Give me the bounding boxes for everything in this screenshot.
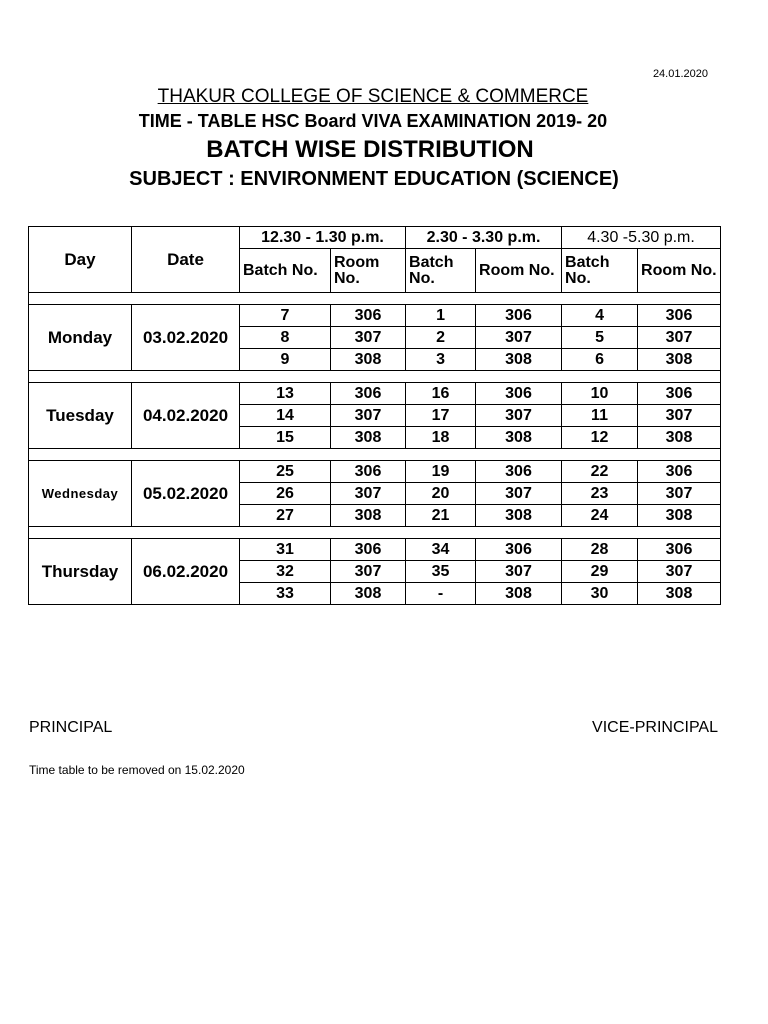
room-cell: 308 <box>476 427 562 449</box>
room-cell: 307 <box>476 561 562 583</box>
col-header-day: Day <box>29 227 132 293</box>
batch-cell: 22 <box>562 461 638 483</box>
day-cell: Monday <box>29 305 132 371</box>
batch-cell: 3 <box>406 349 476 371</box>
spacer-cell <box>29 449 721 461</box>
page-title: BATCH WISE DISTRIBUTION <box>206 136 534 163</box>
sub-header-room-3: Room No. <box>638 249 721 293</box>
sub-header-room-1: Room No. <box>331 249 406 293</box>
room-cell: 308 <box>638 427 721 449</box>
sub-header-batch-2: Batch No. <box>406 249 476 293</box>
batch-cell: 14 <box>240 405 331 427</box>
table-row <box>29 461 721 483</box>
batch-cell: 13 <box>240 383 331 405</box>
removal-note: Time table to be removed on 15.02.2020 <box>29 763 245 777</box>
room-cell: 307 <box>476 327 562 349</box>
spacer-cell <box>29 293 721 305</box>
college-name: THAKUR COLLEGE OF SCIENCE & COMMERCE <box>157 86 589 107</box>
col-header-date: Date <box>132 227 240 293</box>
batch-cell: 7 <box>240 305 331 327</box>
room-cell: 307 <box>638 483 721 505</box>
batch-cell: 27 <box>240 505 331 527</box>
document-date: 24.01.2020 <box>652 68 708 80</box>
sub-header-batch-3: Batch No. <box>562 249 638 293</box>
batch-cell: 28 <box>562 539 638 561</box>
room-cell: 308 <box>638 583 721 605</box>
table-row <box>29 383 721 405</box>
room-cell: 306 <box>331 461 406 483</box>
sub-header-batch-1: Batch No. <box>240 249 331 293</box>
batch-cell: 29 <box>562 561 638 583</box>
batch-cell: 21 <box>406 505 476 527</box>
day-cell: Tuesday <box>29 383 132 449</box>
day-cell: Wednesday <box>29 461 132 527</box>
batch-cell: 8 <box>240 327 331 349</box>
timetable <box>28 226 721 605</box>
slot-header-1: 12.30 - 1.30 p.m. <box>240 227 406 249</box>
room-cell: 307 <box>476 483 562 505</box>
batch-cell: 35 <box>406 561 476 583</box>
room-cell: 306 <box>638 383 721 405</box>
room-cell: 306 <box>476 383 562 405</box>
table-row <box>29 305 721 327</box>
room-cell: 306 <box>638 305 721 327</box>
room-cell: 307 <box>331 327 406 349</box>
day-cell: Thursday <box>29 539 132 605</box>
exam-title: TIME - TABLE HSC Board VIVA EXAMINATION 2019- 20 <box>138 111 608 131</box>
date-cell: 06.02.2020 <box>132 539 240 605</box>
batch-cell: 32 <box>240 561 331 583</box>
batch-cell: 10 <box>562 383 638 405</box>
room-cell: 308 <box>476 505 562 527</box>
room-cell: 308 <box>331 505 406 527</box>
room-cell: 308 <box>476 583 562 605</box>
batch-cell: 4 <box>562 305 638 327</box>
room-cell: 306 <box>331 539 406 561</box>
batch-cell: 9 <box>240 349 331 371</box>
batch-cell: 30 <box>562 583 638 605</box>
batch-cell: 23 <box>562 483 638 505</box>
room-cell: 308 <box>638 505 721 527</box>
spacer-row <box>29 449 721 461</box>
room-cell: 308 <box>331 583 406 605</box>
batch-cell: 34 <box>406 539 476 561</box>
batch-cell: 16 <box>406 383 476 405</box>
room-cell: 306 <box>638 461 721 483</box>
room-cell: 308 <box>638 349 721 371</box>
spacer-cell <box>29 371 721 383</box>
batch-cell: 18 <box>406 427 476 449</box>
room-cell: 308 <box>331 349 406 371</box>
batch-cell: 33 <box>240 583 331 605</box>
room-cell: 308 <box>476 349 562 371</box>
slot-header-3: 4.30 -5.30 p.m. <box>562 227 721 249</box>
batch-cell: 1 <box>406 305 476 327</box>
vice-principal-signature-label: VICE-PRINCIPAL <box>592 719 718 736</box>
batch-cell: 25 <box>240 461 331 483</box>
batch-cell: 15 <box>240 427 331 449</box>
spacer-row <box>29 371 721 383</box>
room-cell: 307 <box>331 561 406 583</box>
batch-cell: 6 <box>562 349 638 371</box>
principal-signature-label: PRINCIPAL <box>29 719 113 736</box>
batch-cell: 19 <box>406 461 476 483</box>
date-cell: 05.02.2020 <box>132 461 240 527</box>
header-row-slots <box>29 227 721 249</box>
batch-cell: 11 <box>562 405 638 427</box>
room-cell: 306 <box>638 539 721 561</box>
room-cell: 306 <box>476 539 562 561</box>
room-cell: 307 <box>476 405 562 427</box>
room-cell: 306 <box>476 461 562 483</box>
batch-cell: 5 <box>562 327 638 349</box>
date-cell: 03.02.2020 <box>132 305 240 371</box>
batch-cell: 20 <box>406 483 476 505</box>
room-cell: 306 <box>476 305 562 327</box>
room-cell: 307 <box>331 405 406 427</box>
spacer-row <box>29 527 721 539</box>
room-cell: 307 <box>638 327 721 349</box>
batch-cell: 12 <box>562 427 638 449</box>
batch-cell: 31 <box>240 539 331 561</box>
spacer-row <box>29 293 721 305</box>
slot-header-2: 2.30 - 3.30 p.m. <box>406 227 562 249</box>
batch-cell: - <box>406 583 476 605</box>
batch-cell: 2 <box>406 327 476 349</box>
room-cell: 306 <box>331 305 406 327</box>
date-cell: 04.02.2020 <box>132 383 240 449</box>
room-cell: 307 <box>638 561 721 583</box>
room-cell: 308 <box>331 427 406 449</box>
batch-cell: 26 <box>240 483 331 505</box>
sub-header-room-2: Room No. <box>476 249 562 293</box>
room-cell: 307 <box>331 483 406 505</box>
subject-title: SUBJECT : ENVIRONMENT EDUCATION (SCIENCE) <box>129 168 619 190</box>
batch-cell: 17 <box>406 405 476 427</box>
spacer-cell <box>29 527 721 539</box>
room-cell: 306 <box>331 383 406 405</box>
room-cell: 307 <box>638 405 721 427</box>
batch-cell: 24 <box>562 505 638 527</box>
table-row <box>29 539 721 561</box>
